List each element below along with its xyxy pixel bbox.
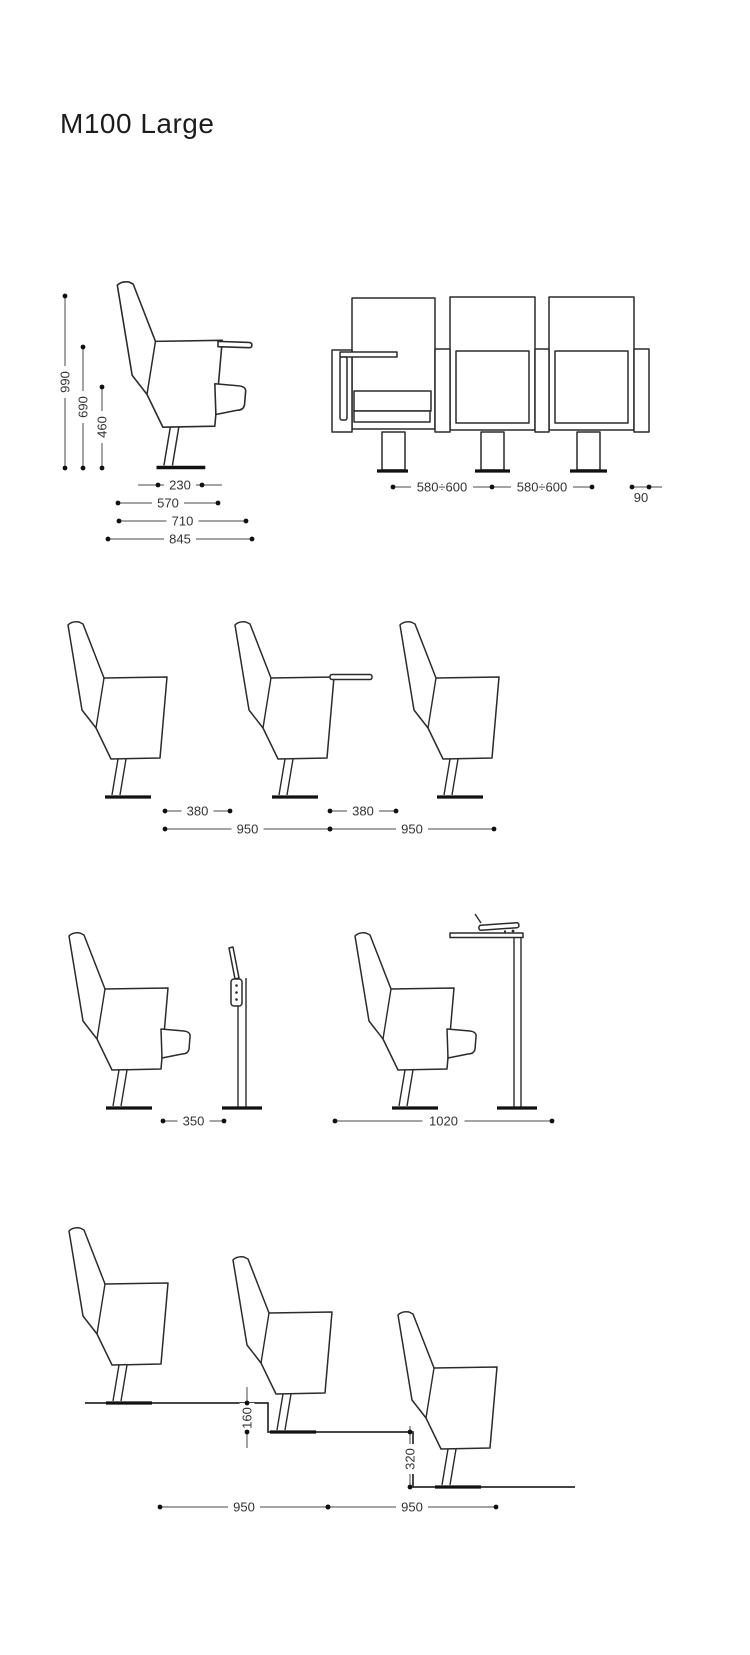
seat1-cushion	[354, 391, 431, 411]
mid-armrest-panel-1	[435, 349, 450, 432]
svg-text:710: 710	[171, 513, 194, 529]
stepped-floor-line	[85, 1403, 575, 1487]
svg-text:350: 350	[182, 1113, 205, 1129]
dim-tablet-closed-350	[161, 1114, 227, 1129]
dim-riser-320	[403, 1426, 418, 1489]
svg-text:950: 950	[401, 1499, 423, 1515]
row-spacing-drawing	[55, 585, 510, 845]
mid-armrest-panel-2	[535, 349, 549, 432]
row-chair-3	[400, 622, 499, 797]
dim-row-pitch-950-2	[328, 822, 497, 837]
dim-width-230	[138, 478, 222, 493]
seat2-cushion-up	[456, 351, 529, 423]
dim-step-pitch-950-2	[326, 1500, 499, 1515]
svg-text:990: 990	[57, 371, 73, 393]
dim-height-690	[76, 345, 91, 471]
svg-text:950: 950	[401, 821, 423, 837]
dim-clearance-380-1	[163, 804, 233, 819]
front-view-drawing	[310, 280, 665, 510]
folded-tablet-blade	[229, 947, 239, 979]
side-view-chair	[117, 282, 252, 468]
svg-text:845: 845	[169, 531, 191, 547]
tablet-arm	[330, 675, 372, 680]
dim-width-710	[117, 514, 249, 529]
dim-end-panel-90	[630, 485, 662, 505]
svg-text:320: 320	[402, 1448, 418, 1470]
svg-text:460: 460	[94, 416, 110, 438]
tablet-open-chair	[355, 933, 476, 1108]
side-view-drawing	[40, 268, 270, 558]
dim-spacing-1	[391, 480, 595, 495]
dim-height-460	[95, 385, 110, 471]
seat1-pedestal	[382, 432, 405, 470]
svg-text:230: 230	[169, 477, 191, 493]
front-view-seats	[332, 297, 649, 471]
stepped-floor-drawing	[55, 1160, 600, 1530]
open-tablet	[479, 923, 519, 931]
stowed-tablet-arm	[340, 357, 347, 420]
tablet-stop-lip	[475, 914, 481, 923]
tablet-closed-chair	[69, 933, 190, 1108]
tabletop	[450, 933, 523, 938]
svg-text:580÷600: 580÷600	[416, 479, 468, 495]
svg-text:570: 570	[157, 495, 179, 511]
svg-text:1020: 1020	[429, 1113, 458, 1129]
dim-clearance-380-2	[328, 804, 399, 819]
row-chair-2	[235, 622, 372, 797]
seat2-pedestal	[481, 432, 504, 470]
page-title: M100 Large	[60, 108, 215, 139]
dim-tablet-open-1020	[333, 1114, 555, 1129]
seat1-cushion-edge	[354, 411, 430, 422]
step-chair-1	[69, 1228, 168, 1403]
svg-text:950: 950	[236, 821, 259, 837]
row-chair-1	[68, 622, 167, 797]
svg-text:950: 950	[233, 1499, 255, 1515]
tablet-closed-stand	[222, 947, 262, 1108]
tablet-depth-drawing	[55, 900, 580, 1140]
dim-width-570	[116, 496, 221, 511]
tablet-open-stand	[450, 914, 537, 1108]
svg-text:90: 90	[633, 490, 649, 505]
dim-spacing-2-label: 580÷600	[516, 479, 568, 495]
dim-row-pitch-950-1	[163, 822, 333, 837]
dim-step-pitch-950-1	[158, 1500, 331, 1515]
tablet-arm	[218, 341, 252, 347]
dim-width-845	[106, 532, 255, 547]
dim-riser-160	[240, 1387, 255, 1448]
right-armrest-panel	[634, 349, 649, 432]
svg-text:690: 690	[75, 396, 91, 418]
dim-height-990	[58, 294, 73, 471]
svg-text:380: 380	[352, 803, 374, 819]
svg-text:160: 160	[239, 1407, 255, 1429]
seat3-pedestal	[577, 432, 600, 470]
seat3-cushion-up	[555, 351, 628, 423]
svg-text:380: 380	[186, 803, 209, 819]
stowed-tablet-top	[340, 352, 397, 357]
